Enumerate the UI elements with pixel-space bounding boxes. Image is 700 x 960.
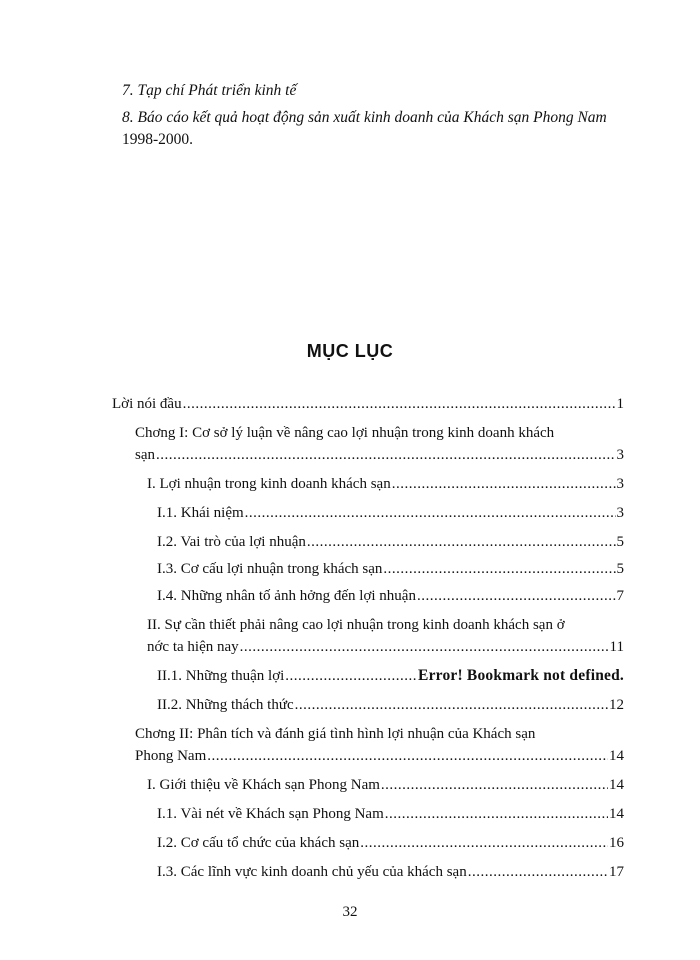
toc-dot-leader xyxy=(285,665,417,687)
toc-entry[interactable] xyxy=(135,422,624,466)
toc-entry[interactable] xyxy=(157,585,624,607)
toc-page-number: 5 xyxy=(616,561,624,577)
toc-entry-first-line: Chơng II: Phân tích và đánh giá tình hình lợi nhuận của Khách sạn xyxy=(135,726,536,742)
toc-entry[interactable] xyxy=(112,393,624,415)
reference-item-8 xyxy=(122,107,642,151)
toc-dot-leader xyxy=(381,774,608,796)
toc-dot-leader xyxy=(207,745,608,767)
reference-title: 7. Tạp chí Phát triển kinh tế xyxy=(122,82,297,99)
toc-entry[interactable] xyxy=(157,832,624,854)
toc-page-number: 16 xyxy=(609,835,624,851)
toc-entry-label: I.3. Các lĩnh vực kinh doanh chủ yếu của khách sạn xyxy=(157,864,467,880)
toc-entry[interactable] xyxy=(147,774,624,796)
toc-entry-label: I.4. Những nhân tố ảnh hởng đến lợi nhuận xyxy=(157,588,416,604)
toc-page-number: 5 xyxy=(616,534,624,550)
toc-entry[interactable] xyxy=(135,723,624,767)
page-number: 32 xyxy=(342,904,358,920)
toc-dot-leader xyxy=(392,473,616,495)
reference-title: 8. Báo cáo kết quả hoạt động sản xuất kinh doanh của Khách sạn Phong Nam xyxy=(122,109,607,126)
toc-page-number: 3 xyxy=(616,447,624,463)
toc-dot-leader xyxy=(295,694,608,716)
toc-entry-label: I.1. Vài nét về Khách sạn Phong Nam xyxy=(157,806,384,822)
toc-page-number: 1 xyxy=(616,396,624,412)
toc-page-number: 7 xyxy=(616,588,624,604)
toc-entry-label: nớc ta hiện nay xyxy=(147,639,239,655)
toc-entry[interactable] xyxy=(157,502,624,524)
toc-dot-leader xyxy=(385,803,608,825)
toc-page-number: 3 xyxy=(616,476,624,492)
toc-entry-first-line: Chơng I: Cơ sở lý luận về nâng cao lợi nhuận trong kinh doanh khách xyxy=(135,425,555,441)
toc-entry[interactable] xyxy=(147,614,624,658)
toc-page-number: 14 xyxy=(609,777,624,793)
toc-dot-leader xyxy=(307,531,616,553)
toc-entry-label: I. Giới thiệu về Khách sạn Phong Nam xyxy=(147,777,380,793)
toc-entry[interactable] xyxy=(157,694,624,716)
toc-entry-label: II.2. Những thách thức xyxy=(157,697,294,713)
toc-dot-leader xyxy=(468,861,608,883)
toc-entry-label: I.3. Cơ cấu lợi nhuận trong khách sạn xyxy=(157,561,383,577)
toc-entry-label: sạn xyxy=(135,447,155,463)
toc-dot-leader xyxy=(240,636,609,658)
reference-suffix: 1998-2000. xyxy=(122,131,194,148)
toc-entry-label: I.1. Khái niệm xyxy=(157,505,244,521)
toc-entry[interactable] xyxy=(157,665,624,687)
table-of-contents xyxy=(112,393,624,883)
toc-dot-leader xyxy=(245,502,616,524)
toc-dot-leader xyxy=(183,393,616,415)
toc-error-text: Error! Bookmark not defined. xyxy=(418,667,624,684)
toc-page-number: 17 xyxy=(609,864,624,880)
toc-dot-leader xyxy=(383,558,615,580)
toc-page-number: 14 xyxy=(609,748,624,764)
toc-page-number: 11 xyxy=(609,639,624,655)
toc-entry[interactable] xyxy=(147,473,624,495)
toc-entry-label: II.1. Những thuận lợi xyxy=(157,668,285,684)
toc-dot-leader xyxy=(360,832,608,854)
toc-entry[interactable] xyxy=(157,531,624,553)
toc-dot-leader xyxy=(417,585,616,607)
toc-entry-label: I.2. Vai trò của lợi nhuận xyxy=(157,534,306,550)
toc-page-number: 14 xyxy=(609,806,624,822)
toc-entry[interactable] xyxy=(157,861,624,883)
toc-page-number: 12 xyxy=(609,697,624,713)
reference-item-7 xyxy=(122,80,642,102)
toc-entry-label: Phong Nam xyxy=(135,748,207,764)
toc-heading: MỤC LỤC xyxy=(306,341,394,361)
toc-entry-label: I.2. Cơ cấu tổ chức của khách sạn xyxy=(157,835,360,851)
toc-entry[interactable] xyxy=(157,803,624,825)
reference-list xyxy=(122,80,642,156)
toc-entry-label: I. Lợi nhuận trong kinh doanh khách sạn xyxy=(147,476,391,492)
toc-entry[interactable] xyxy=(157,558,624,580)
toc-dot-leader xyxy=(156,444,616,466)
toc-entry-label: Lời nói đầu xyxy=(112,396,182,412)
toc-entry-first-line: II. Sự cần thiết phải nâng cao lợi nhuận trong kinh doanh khách sạn ở xyxy=(147,617,565,633)
toc-page-number: 3 xyxy=(616,505,624,521)
